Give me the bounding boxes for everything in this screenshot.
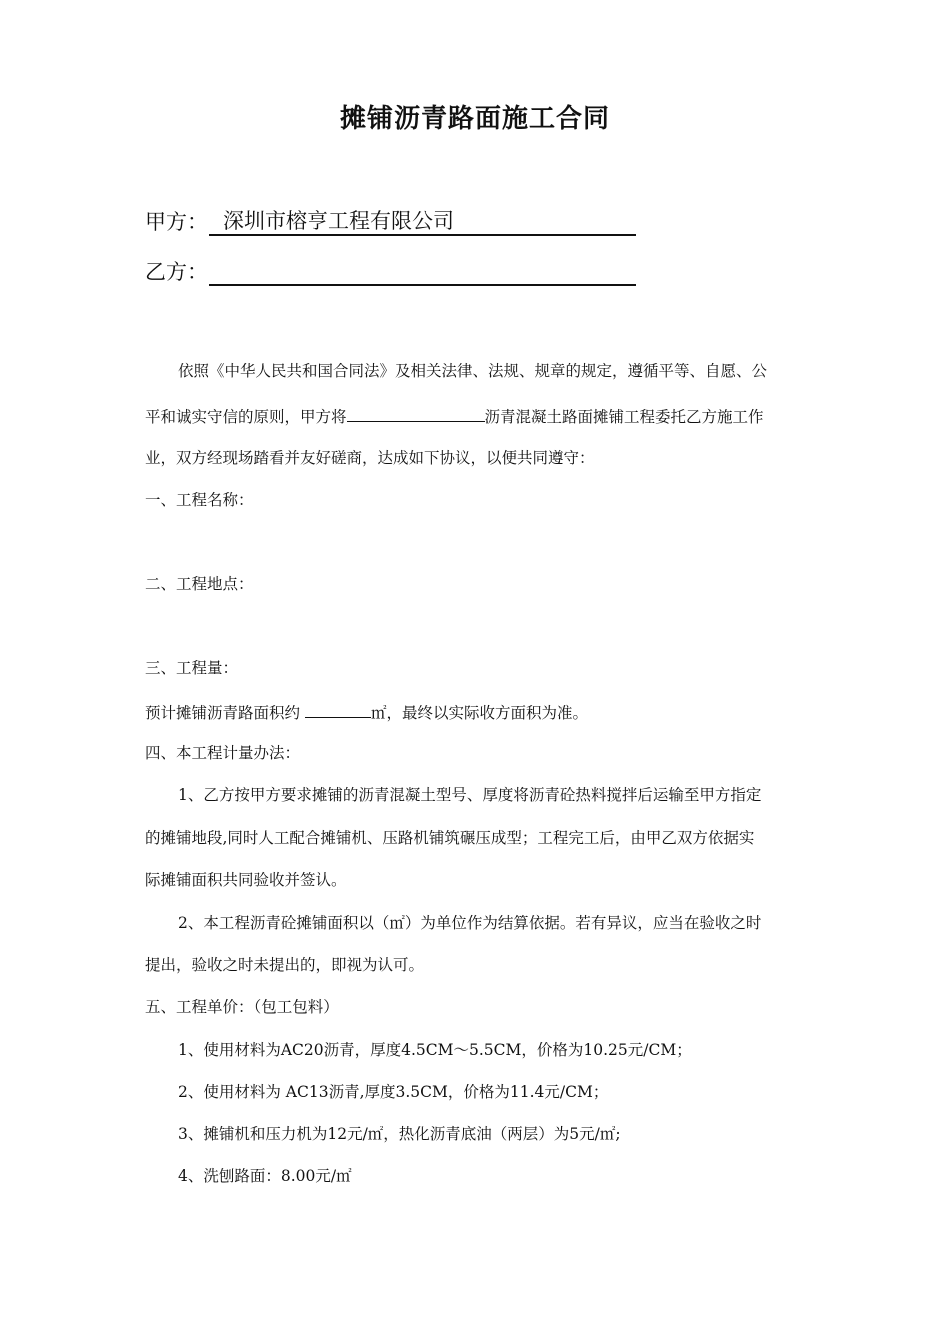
party-a-label: 甲方：: [145, 210, 208, 234]
section-4-p1-line-2: 的摊铺地段,同时人工配合摊铺机、压路机铺筑碾压成型；工程完工后，由甲乙双方依据实: [145, 829, 755, 847]
price-item-1: 1、使用材料为AC20沥青，厚度4.5CM～5.5CM，价格为10.25元/CM；: [178, 1041, 692, 1059]
intro-line-2a: 平和诚实守信的原则，甲方将: [145, 408, 347, 426]
section-1-heading: 一、工程名称：: [145, 491, 254, 509]
area-blank: [305, 701, 371, 718]
section-3-heading: 三、工程量：: [145, 659, 239, 677]
price-item-4: 4、洗刨路面：8.00元/㎡: [178, 1167, 352, 1185]
party-b-row: [145, 256, 208, 286]
price-item-3: 3、摊铺机和压力机为12元/㎡，热化沥青底油（两层）为5元/㎡;: [178, 1125, 621, 1143]
section-3-text-b: ㎡，最终以实际收方面积为准。: [370, 704, 588, 722]
section-4-p1-line-3: 际摊铺面积共同验收并签认。: [145, 871, 347, 889]
section-3-text-a: 预计摊铺沥青路面积约: [145, 704, 305, 722]
section-4-p1-line-1: 1、乙方按甲方要求摊铺的沥青混凝土型号、厚度将沥青砼热料搅拌后运输至甲方指定: [178, 786, 762, 804]
intro-line-1: 依照《中华人民共和国合同法》及相关法律、法规、规章的规定，遵循平等、自愿、公: [178, 362, 768, 380]
section-4-p2-line-1: 2、本工程沥青砼摊铺面积以（㎡）为单位作为结算依据。若有异议，应当在验收之时: [178, 914, 762, 932]
section-4-heading: 四、本工程计量办法：: [145, 744, 301, 762]
party-a-name: 深圳市榕亨工程有限公司: [209, 206, 636, 236]
intro-line-3: 业，双方经现场踏看并友好磋商，达成如下协议，以便共同遵守：: [145, 449, 595, 467]
section-4-p2-line-2: 提出，验收之时未提出的，即视为认可。: [145, 956, 425, 974]
intro-line-2: [145, 405, 764, 427]
party-b-label: 乙方：: [145, 260, 208, 284]
party-a-row: [145, 206, 454, 236]
intro-line-2b: 沥青混凝土路面摊铺工程委托乙方施工作: [484, 408, 764, 426]
project-blank: [347, 405, 485, 422]
section-5-heading: 五、工程单价：（包工包料）: [145, 998, 339, 1016]
price-item-2: 2、使用材料为 AC13沥青,厚度3.5CM，价格为11.4元/CM；: [178, 1083, 609, 1101]
section-2-heading: 二、工程地点：: [145, 575, 254, 593]
document-title: 摊铺沥青路面施工合同: [339, 104, 610, 134]
section-3-text: [145, 701, 588, 723]
party-b-name: [209, 256, 636, 286]
